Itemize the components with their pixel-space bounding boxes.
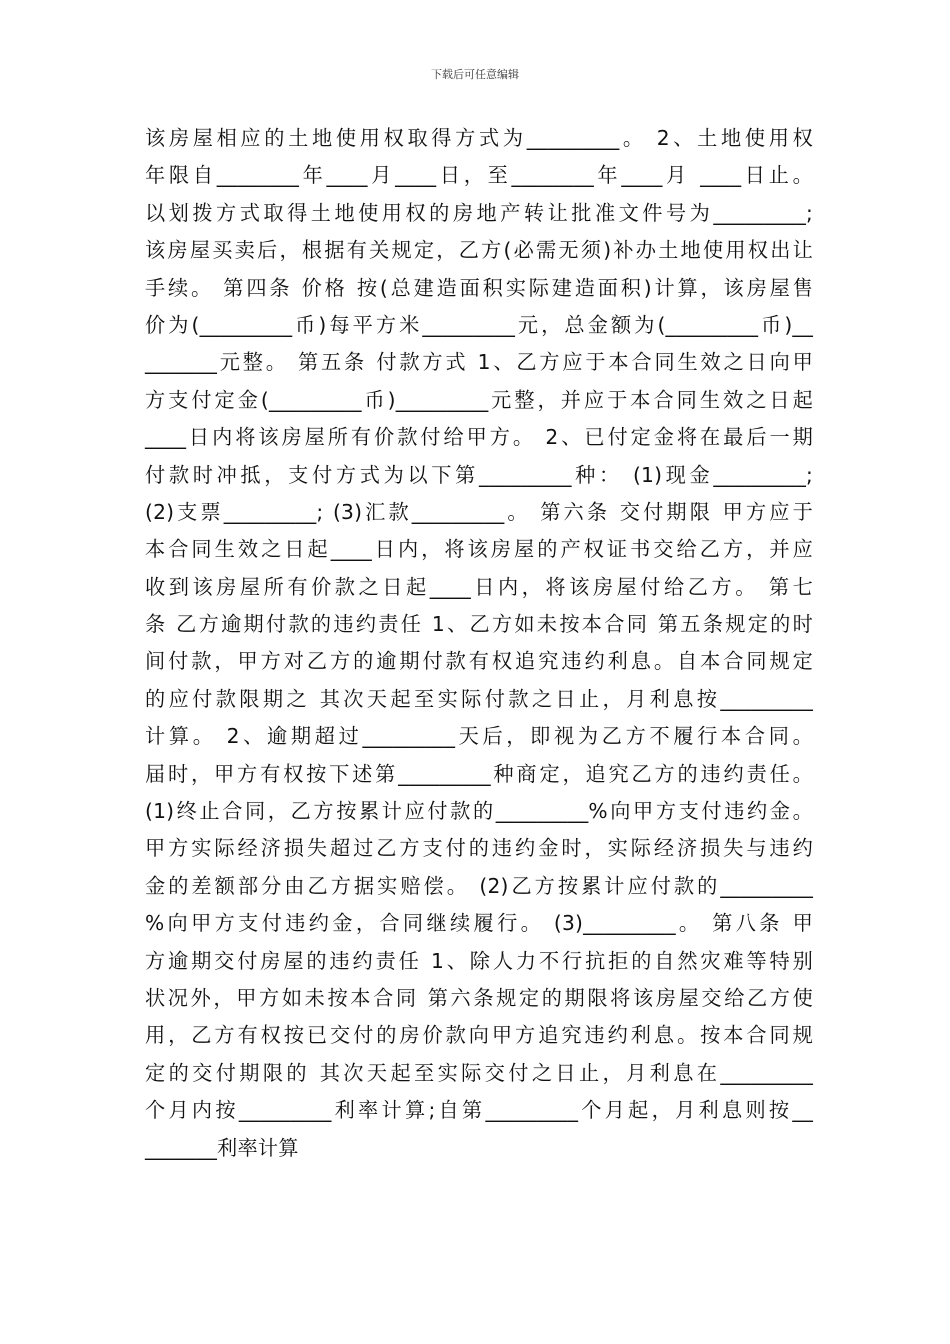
body-line: 手续。 第四条 价格 按(总建造面积实际建造面积)计算，该房屋售: [145, 275, 813, 300]
document-body: [145, 120, 813, 1167]
body-line: 以划拨方式取得土地使用权的房地产转让批准文件号为_________;: [145, 200, 813, 225]
body-line: (2)支票_________; (3)汇款_________。 第六条 交付期限 甲方应于: [145, 499, 813, 524]
body-line: 甲方实际经济损失超过乙方支付的违约金时，实际经济损失与违约: [145, 836, 813, 861]
body-line: ____日内将该房屋所有价款付给甲方。 2、已付定金将在最后一期: [145, 425, 813, 450]
body-line: 条 乙方逾期付款的违约责任 1、乙方如未按本合同 第五条规定的时: [145, 612, 813, 637]
body-line: %向甲方支付违约金，合同继续履行。 (3)_________。 第八条 甲: [145, 911, 813, 936]
body-line: 付款时冲抵，支付方式为以下第_________种： (1)现金_________;: [145, 462, 813, 487]
page-header: 下载后可任意编辑: [431, 68, 519, 81]
body-line: 方逾期交付房屋的违约责任 1、除人力不行抗拒的自然灾难等特别: [145, 948, 813, 973]
body-line: 该房屋相应的土地使用权取得方式为_________。 2、土地使用权: [145, 126, 813, 150]
body-line: 价为(_________币)每平方米_________元，总金额为(_________币)__: [145, 312, 813, 337]
body-line: 该房屋买卖后，根据有关规定，乙方(必需无须)补办土地使用权出让: [145, 238, 813, 263]
body-line: 金的差额部分由乙方据实赔偿。 (2)乙方按累计应付款的_________: [145, 873, 813, 898]
body-line: 年限自________年____月____日，至________年____月 ____日止。: [145, 163, 813, 188]
body-line: 本合同生效之日起____日内，将该房屋的产权证书交给乙方，并应: [145, 537, 813, 562]
body-line: 个月内按_________利率计算;自第_________个月起，月利息则按__: [145, 1098, 813, 1123]
body-line: 届时，甲方有权按下述第_________种商定，追究乙方的违约责任。: [145, 761, 813, 786]
body-line: 用，乙方有权按已交付的房价款向甲方追究违约利息。按本合同规: [145, 1023, 813, 1048]
body-line: 定的交付期限的 其次天起至实际交付之日止，月利息在_________: [145, 1060, 813, 1085]
body-line: 方支付定金(_________币)_________元整，并应于本合同生效之日起: [145, 387, 813, 412]
body-line: 收到该房屋所有价款之日起____日内，将该房屋付给乙方。 第七: [145, 574, 813, 599]
body-line: 的应付款限期之 其次天起至实际付款之日止，月利息按_________: [145, 686, 813, 711]
body-line: _______元整。 第五条 付款方式 1、乙方应于本合同生效之日向甲: [145, 350, 813, 375]
body-line: 计算。 2、逾期超过_________天后，即视为乙方不履行本合同。: [145, 724, 813, 749]
body-line: _______利率计算: [145, 1135, 299, 1160]
body-line: 状况外，甲方如未按本合同 第六条规定的期限将该房屋交给乙方使: [145, 985, 813, 1010]
body-line: 间付款，甲方对乙方的逾期付款有权追究违约利息。自本合同规定: [145, 649, 813, 674]
body-line: (1)终止合同，乙方按累计应付款的_________%向甲方支付违约金。: [145, 799, 813, 824]
